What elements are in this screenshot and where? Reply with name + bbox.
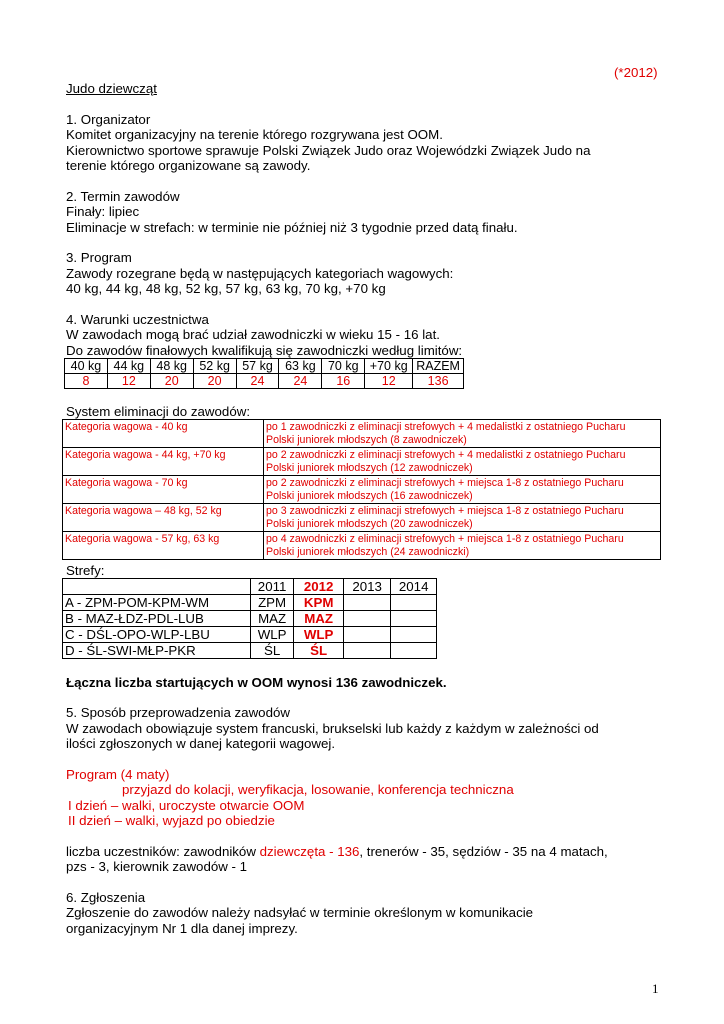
elimination-rule-line: Polski juniorek młodszych (16 zawodniczek) — [266, 489, 473, 502]
elimination-row — [63, 532, 661, 560]
zone-host-cell: ŚL — [294, 643, 343, 659]
section-1-heading: 1. Organizator — [66, 112, 151, 127]
limits-header-cell: +70 kg — [365, 359, 413, 374]
zone-host-cell: ŚL — [250, 643, 294, 659]
zone-name: D - ŚL-SWI-MŁP-PKR — [63, 643, 251, 659]
limits-header-cell: 52 kg — [193, 359, 236, 374]
zone-host-cell — [391, 643, 437, 659]
zones-row — [63, 611, 437, 627]
program-line: przyjazd do kolacji, weryfikacja, losowanie, konferencja techniczna — [122, 782, 514, 797]
zone-host-cell: WLP — [250, 627, 294, 643]
elimination-table — [62, 419, 661, 560]
section-2-line: Finały: lipiec — [66, 204, 140, 219]
zone-host-cell — [391, 595, 437, 611]
limits-value-cell: 20 — [193, 374, 236, 389]
zones-year-cell: 2013 — [343, 579, 391, 595]
limits-table — [64, 358, 464, 389]
elimination-rule-line: po 2 zawodniczki z eliminacji strefowych + 4 medalistki z ostatniego Pucharu — [266, 449, 626, 461]
limits-header-cell: 63 kg — [279, 359, 322, 374]
zones-year-cell: 2014 — [391, 579, 437, 595]
section-2-heading: 2. Termin zawodów — [66, 189, 180, 204]
zones-row — [63, 595, 437, 611]
zone-host-cell: WLP — [294, 627, 343, 643]
zones-row — [63, 643, 437, 659]
limits-header-cell: 40 kg — [65, 359, 108, 374]
elimination-rule — [264, 532, 661, 560]
zone-host-cell — [391, 611, 437, 627]
elimination-rule — [264, 476, 661, 504]
page-number: 1 — [652, 981, 659, 996]
elimination-row — [63, 476, 661, 504]
elimination-rule — [264, 504, 661, 532]
elimination-rule-line: Polski juniorek młodszych (12 zawodniczek) — [266, 461, 473, 474]
zone-name: B - MAZ-ŁDZ-PDL-LUB — [63, 611, 251, 627]
section-6-line: organizacyjnym Nr 1 dla danej imprezy. — [66, 921, 298, 936]
elimination-row — [63, 448, 661, 476]
limits-value-cell: 136 — [413, 374, 464, 389]
elimination-heading: System eliminacji do zawodów: — [66, 404, 251, 419]
elimination-rule-line: po 3 zawodniczki z eliminacji strefowych + miejsca 1-8 z ostatniego Pucharu — [266, 505, 624, 517]
zone-host-cell — [343, 611, 391, 627]
elimination-rule-line: po 1 zawodniczki z eliminacji strefowych + 4 medalistki z ostatniego Pucharu — [266, 421, 626, 433]
section-5-line: ilości zgłoszonych w danej kategorii wagowej. — [66, 736, 336, 751]
section-1-line: Kierownictwo sportowe sprawuje Polski Związek Judo oraz Wojewódzki Związek Judo na — [66, 143, 591, 158]
program-line: II dzień – walki, wyjazd po obiedzie — [68, 813, 275, 828]
zone-host-cell — [391, 627, 437, 643]
section-6-line: Zgłoszenie do zawodów należy nadsyłać w terminie określonym w komunikacie — [66, 905, 534, 920]
limits-value-cell: 8 — [65, 374, 108, 389]
limits-header-cell: 70 kg — [322, 359, 365, 374]
section-4-line: W zawodach mogą brać udział zawodniczki w wieku 15 - 16 lat. — [66, 327, 440, 342]
participants-suffix: , trenerów - 35, sędziów - 35 na 4 matach, — [359, 844, 608, 859]
elimination-category: Kategoria wagowa - 57 kg, 63 kg — [63, 532, 264, 560]
elimination-rule-line: Polski juniorek młodszych (20 zawodniczek) — [266, 517, 473, 530]
elimination-rule-line: po 2 zawodniczki z eliminacji strefowych + miejsca 1-8 z ostatniego Pucharu — [266, 477, 624, 489]
zone-host-cell — [343, 627, 391, 643]
zone-name: C - DŚL-OPO-WLP-LBU — [63, 627, 251, 643]
limits-value-cell: 12 — [365, 374, 413, 389]
elimination-category: Kategoria wagowa - 40 kg — [63, 420, 264, 448]
section-5-heading: 5. Sposób przeprowadzenia zawodów — [66, 705, 290, 720]
elimination-row — [63, 420, 661, 448]
limits-header-row — [65, 359, 464, 374]
section-4-line: Do zawodów finałowych kwalifikują się zawodniczki według limitów: — [66, 343, 463, 358]
section-1-line: terenie którego organizowane są zawody. — [66, 158, 311, 173]
section-6-heading: 6. Zgłoszenia — [66, 890, 146, 905]
zone-host-cell — [343, 643, 391, 659]
zone-host-cell: ZPM — [250, 595, 294, 611]
zones-row — [63, 627, 437, 643]
elimination-row — [63, 504, 661, 532]
section-2-line: Eliminacje w strefach: w terminie nie później niż 3 tygodnie przed datą finału. — [66, 220, 518, 235]
zone-name: A - ZPM-POM-KPM-WM — [63, 595, 251, 611]
limits-value-cell: 20 — [150, 374, 193, 389]
zones-year-cell: 2012 — [294, 579, 343, 595]
limits-header-cell: 57 kg — [236, 359, 279, 374]
zone-host-cell — [343, 595, 391, 611]
elimination-rule — [264, 448, 661, 476]
section-3-heading: 3. Program — [66, 250, 132, 265]
zones-heading: Strefy: — [66, 563, 105, 578]
zones-header-row — [63, 579, 437, 595]
elimination-category: Kategoria wagowa – 48 kg, 52 kg — [63, 504, 264, 532]
zone-host-cell: KPM — [294, 595, 343, 611]
limits-value-cell: 24 — [279, 374, 322, 389]
limits-value-cell: 16 — [322, 374, 365, 389]
zones-year-cell: 2011 — [250, 579, 294, 595]
limits-value-cell: 24 — [236, 374, 279, 389]
participants-line-2: pzs - 3, kierownik zawodów - 1 — [66, 859, 248, 874]
section-3-line: Zawody rozegrane będą w następujących kategoriach wagowych: — [66, 266, 454, 281]
program-heading: Program (4 maty) — [66, 767, 170, 782]
elimination-rule-line: po 4 zawodniczki z eliminacji strefowych + miejsca 1-8 z ostatniego Pucharu — [266, 533, 624, 545]
zones-empty-cell — [63, 579, 251, 595]
limits-value-row — [65, 374, 464, 389]
elimination-rule-line: Polski juniorek młodszych (8 zawodniczek) — [266, 433, 467, 446]
participants-prefix: liczba uczestników: zawodników — [66, 844, 260, 859]
limits-value-cell: 12 — [107, 374, 150, 389]
page-title: Judo dziewcząt — [66, 81, 157, 96]
limits-header-cell: RAZEM — [413, 359, 464, 374]
program-line: I dzień – walki, uroczyste otwarcie OOM — [68, 798, 305, 813]
limits-header-cell: 44 kg — [107, 359, 150, 374]
zones-table — [62, 578, 437, 659]
year-tag: (*2012) — [614, 65, 658, 80]
zone-host-cell: MAZ — [294, 611, 343, 627]
zone-host-cell: MAZ — [250, 611, 294, 627]
section-5-line: W zawodach obowiązuje system francuski, brukselski lub każdy z każdym w zależności od — [66, 721, 599, 736]
total-participants: Łączna liczba startujących w OOM wynosi 136 zawodniczek. — [66, 675, 447, 690]
section-1-line: Komitet organizacyjny na terenie którego rozgrywana jest OOM. — [66, 127, 443, 142]
limits-header-cell: 48 kg — [150, 359, 193, 374]
elimination-category: Kategoria wagowa - 70 kg — [63, 476, 264, 504]
section-3-line: 40 kg, 44 kg, 48 kg, 52 kg, 57 kg, 63 kg, 70 kg, +70 kg — [66, 281, 386, 296]
participants-highlight: dziewczęta - 136 — [259, 844, 360, 859]
section-4-heading: 4. Warunki uczestnictwa — [66, 312, 209, 327]
elimination-category: Kategoria wagowa - 44 kg, +70 kg — [63, 448, 264, 476]
elimination-rule — [264, 420, 661, 448]
participants-line — [66, 844, 608, 859]
elimination-rule-line: Polski juniorek młodszych (24 zawodniczki) — [266, 545, 470, 558]
